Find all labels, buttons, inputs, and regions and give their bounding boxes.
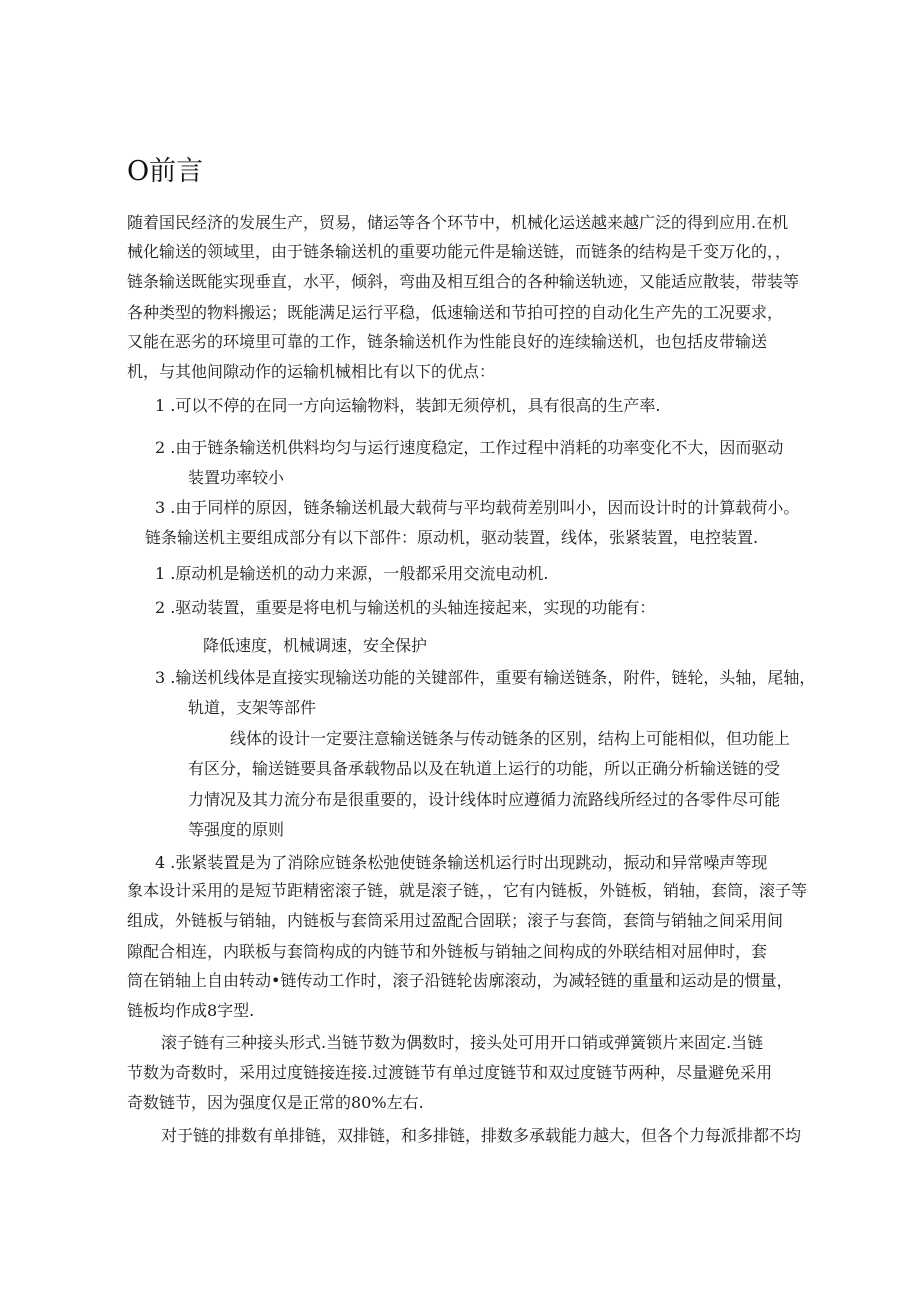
text-line: 轨道，支架等部件 <box>188 698 317 717</box>
text-line: 等强度的原则 <box>188 820 285 839</box>
text-line: 筒在销轴上自由转动•链传动工作时，滚子沿链轮齿廓滚动，为减轻链的重量和运动是的惯量， <box>127 971 793 990</box>
text-line: 链条输送机主要组成部分有以下部件：原动机，驱动装置，线体，张紧装置，电控装置. <box>145 528 759 547</box>
text-line: 链板均作成8字型. <box>127 1001 255 1020</box>
text-line: 对于链的排数有单排链，双排链，和多排链，排数多承载能力越大，但各个力每派排都不均 <box>161 1126 802 1145</box>
text-line: 奇数链节，因为强度仅是正常的80%左右. <box>127 1093 424 1112</box>
list-item: 2 .驱动装置，重要是将电机与输送机的头轴连接起来，实现的功能有： <box>155 598 656 617</box>
page-heading: O前言 <box>127 156 204 187</box>
text-line: 装置功率较小 <box>188 468 285 487</box>
list-item: 2 .由于链条输送机供料均匀与运行速度稳定，工作过程中消耗的功率变化不大，因而驱动 <box>155 438 784 457</box>
text-line: 又能在恶劣的环境里可靠的工作，链条输送机作为性能良好的连续输送机，也包括皮带输送 <box>127 332 768 351</box>
list-item: 4 .张紧装置是为了消除应链条松弛使链条输送机运行时出现跳动，振动和异常噪声等现 <box>155 853 768 872</box>
text-line: 象本设计采用的是短节距精密滚子链，就是滚子链，，它有内链板，外链板，销轴，套筒，滚子等 <box>127 881 808 900</box>
text-line: 力情况及其力流分布是很重要的，设计线体时应遵循力流路线所经过的各零件尽可能 <box>188 790 781 809</box>
list-item: 3 .输送机线体是直接实现输送功能的关键部件，重要有输送链条，附件，链轮，头轴，尾轴， <box>155 668 816 687</box>
text-line: 组成，外链板与销轴，内链板与套筒采用过盈配合固联；滚子与套筒，套筒与销轴之间采用间 <box>127 911 784 930</box>
text-line: 械化输送的领域里，由于链条输送机的重要功能元件是输送链，而链条的结构是千变万化的，， <box>127 242 792 261</box>
text-line: 随着国民经济的发展生产，贸易，储运等各个环节中，机械化运送越来越广泛的得到应用.在机 <box>127 213 789 232</box>
text-line: 滚子链有三种接头形式.当链节数为偶数时，接头处可用开口销或弹簧锁片来固定.当链 <box>161 1033 764 1052</box>
list-item: 1 .可以不停的在同一方向运输物料，装卸无须停机，具有很高的生产率. <box>155 396 661 415</box>
text-line: 各种类型的物料搬运；既能满足运行平稳，低速输送和节拍可控的自动化生产先的工况要求， <box>127 303 784 322</box>
text-line: 节数为奇数时，采用过度链接连接.过渡链节有单过度链节和双过度链节两种，尽量避免采用 <box>127 1063 773 1082</box>
text-line: 机，与其他间隙动作的运输机械相比有以下的优点： <box>127 362 496 381</box>
text-line: 隙配合相连，内联板与套筒构成的内链节和外链板与销轴之间构成的外联结相对屈伸时，套 <box>127 942 768 961</box>
text-line: 链条输送既能实现垂直，水平，倾斜，弯曲及相互组合的各种输送轨迹，又能适应散装，带装等 <box>127 272 800 291</box>
list-item: 1 .原动机是输送机的动力来源，一般都采用交流电动机. <box>155 564 549 583</box>
text-line: 降低速度，机械调速，安全保护 <box>203 636 428 655</box>
text-line: 线体的设计一定要注意输送链条与传动链条的区别，结构上可能相似，但功能上 <box>230 729 791 748</box>
list-item: 3 .由于同样的原因，链条输送机最大载荷与平均载荷差别叫小，因而设计时的计算载荷小。 <box>155 498 800 517</box>
text-line: 有区分，输送链要具备承载物品以及在轨道上运行的功能，所以正确分析输送链的受 <box>188 759 781 778</box>
